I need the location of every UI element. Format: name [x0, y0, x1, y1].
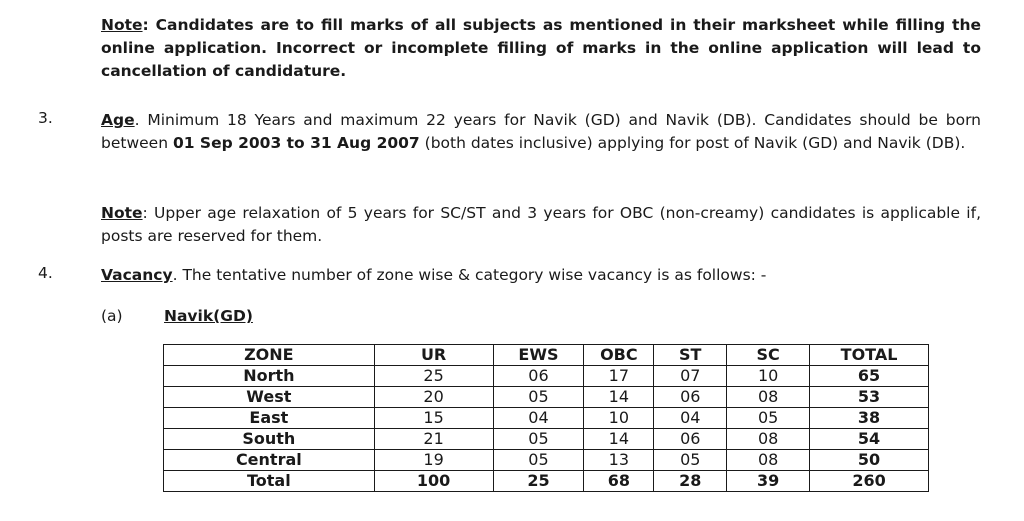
header-obc: OBC [584, 345, 654, 366]
age-dates: 01 Sep 2003 to 31 Aug 2007 [172, 134, 420, 152]
total-cell: 65 [810, 366, 929, 387]
st-cell: 07 [654, 366, 727, 387]
age-paragraph [101, 109, 981, 155]
section-3-number: 3. [38, 109, 53, 127]
vacancy-text: . The tentative number of zone wise & category wise vacancy is as follows: - [172, 266, 767, 284]
ews-cell: 05 [493, 429, 584, 450]
sc-cell: 05 [727, 408, 810, 429]
ews-cell: 25 [493, 471, 584, 492]
vacancy-heading: Vacancy [101, 266, 173, 284]
st-cell: 06 [654, 429, 727, 450]
sc-cell: 10 [727, 366, 810, 387]
ur-cell: 25 [374, 366, 493, 387]
table-row [164, 366, 929, 387]
ur-cell: 20 [374, 387, 493, 408]
table-total-row [164, 471, 929, 492]
table-row [164, 387, 929, 408]
st-cell: 06 [654, 387, 727, 408]
navik-gd-title: Navik(GD) [164, 307, 253, 325]
table-header-row [164, 345, 929, 366]
total-cell: 54 [810, 429, 929, 450]
table-row [164, 408, 929, 429]
obc-cell: 10 [584, 408, 654, 429]
section-4-number: 4. [38, 264, 53, 282]
zone-cell: Total [164, 471, 375, 492]
ur-cell: 21 [374, 429, 493, 450]
note-label: Note [101, 16, 143, 34]
sc-cell: 08 [727, 450, 810, 471]
ur-cell: 19 [374, 450, 493, 471]
age-note-label: Note [101, 204, 143, 222]
ur-cell: 15 [374, 408, 493, 429]
note-text: : Candidates are to fill marks of all subjects as mentioned in their marksheet while filling the online application. Incorrect or incomplete filling of marks in the online application will lead to cancellation of candidature. [101, 16, 981, 80]
age-text-1: . Minimum 18 Years and maximum 22 years for Navik (GD) and Navik (DB). Candidates should be born between [101, 111, 981, 152]
total-cell: 38 [810, 408, 929, 429]
sc-cell: 08 [727, 387, 810, 408]
obc-cell: 13 [584, 450, 654, 471]
total-cell: 53 [810, 387, 929, 408]
table-row [164, 429, 929, 450]
vacancy-paragraph [101, 264, 981, 287]
ur-cell: 100 [374, 471, 493, 492]
ews-cell: 05 [493, 387, 584, 408]
zone-cell: South [164, 429, 375, 450]
obc-cell: 14 [584, 429, 654, 450]
vacancy-table [163, 344, 929, 492]
zone-cell: Central [164, 450, 375, 471]
candidate-marks-note [101, 14, 981, 83]
age-heading: Age [101, 111, 135, 129]
total-cell: 260 [810, 471, 929, 492]
total-cell: 50 [810, 450, 929, 471]
ews-cell: 06 [493, 366, 584, 387]
header-sc: SC [727, 345, 810, 366]
age-note-text: : Upper age relaxation of 5 years for SC/ST and 3 years for OBC (non-creamy) candidates is applicable if, posts are reserved for them. [101, 204, 981, 245]
sc-cell: 39 [727, 471, 810, 492]
obc-cell: 14 [584, 387, 654, 408]
sc-cell: 08 [727, 429, 810, 450]
header-st: ST [654, 345, 727, 366]
age-text-2: (both dates inclusive) applying for post of Navik (GD) and Navik (DB). [419, 134, 966, 152]
zone-cell: East [164, 408, 375, 429]
st-cell: 04 [654, 408, 727, 429]
zone-cell: North [164, 366, 375, 387]
table-row [164, 450, 929, 471]
ews-cell: 04 [493, 408, 584, 429]
obc-cell: 68 [584, 471, 654, 492]
zone-cell: West [164, 387, 375, 408]
st-cell: 05 [654, 450, 727, 471]
header-ur: UR [374, 345, 493, 366]
subsection-label: (a) [101, 307, 123, 325]
ews-cell: 05 [493, 450, 584, 471]
age-relaxation-note [101, 202, 981, 248]
header-zone: ZONE [164, 345, 375, 366]
obc-cell: 17 [584, 366, 654, 387]
header-ews: EWS [493, 345, 584, 366]
header-total: TOTAL [810, 345, 929, 366]
st-cell: 28 [654, 471, 727, 492]
